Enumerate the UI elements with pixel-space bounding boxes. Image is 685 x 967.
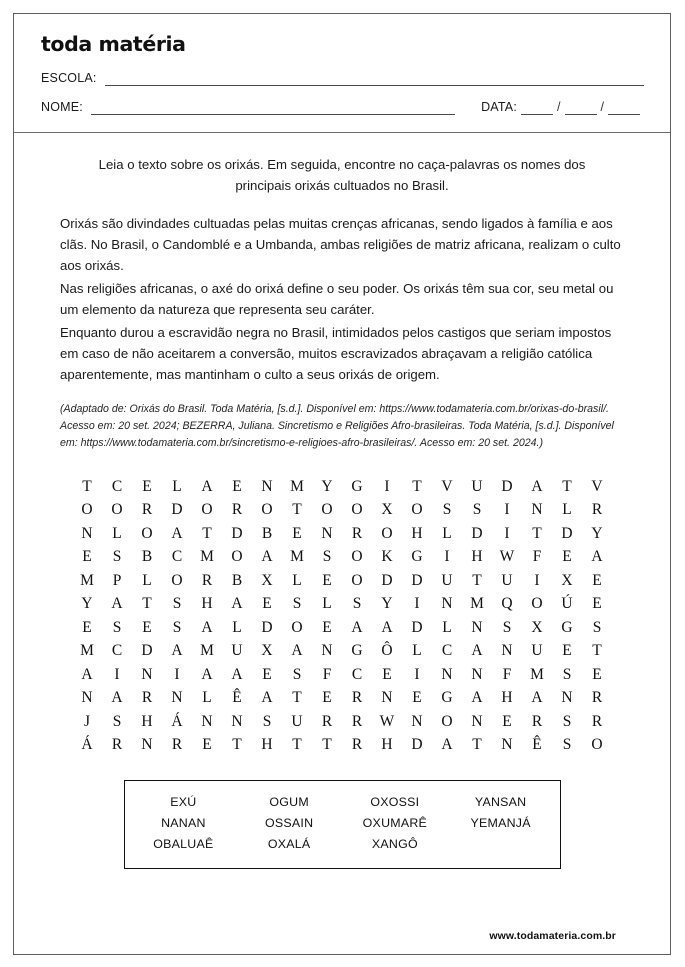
letter-cell[interactable]: G xyxy=(411,548,423,566)
letter-cell[interactable]: O xyxy=(201,501,213,519)
word-list-item[interactable]: OGUM xyxy=(269,794,309,809)
letter-cell[interactable]: A xyxy=(111,689,123,707)
letter-grid-row xyxy=(72,663,612,687)
letter-cell[interactable]: N xyxy=(171,689,183,707)
letter-cell[interactable]: D xyxy=(561,524,573,542)
letter-cell[interactable]: M xyxy=(80,642,94,660)
passage-paragraph: Enquanto durou a escravidão negra no Brasil, intimidados pelos castigos que seriam impostos em caso de não aceitarem a conversão, muitos escravizados abraçavam a religião católica aparentemente, mas mantinham o culto a seus orixás de origem. xyxy=(60,324,612,383)
letter-cell[interactable]: R xyxy=(171,736,183,754)
letter-cell[interactable]: O xyxy=(381,524,393,542)
letter-cell[interactable]: R xyxy=(141,689,153,707)
letter-cell[interactable]: L xyxy=(412,642,422,660)
letter-cell[interactable]: S xyxy=(592,618,602,636)
letter-cell[interactable]: X xyxy=(261,642,273,660)
letter-cell[interactable]: H xyxy=(471,548,483,566)
letter-cell[interactable]: N xyxy=(531,501,543,519)
letter-cell[interactable]: E xyxy=(232,477,242,495)
letter-cell[interactable]: M xyxy=(530,665,544,683)
letter-cell[interactable]: S xyxy=(112,548,122,566)
letter-cell[interactable]: Ô xyxy=(381,642,393,660)
letter-cell[interactable]: R xyxy=(201,571,213,589)
letter-cell[interactable]: C xyxy=(351,665,363,683)
letter-grid-body xyxy=(72,475,612,757)
letter-cell[interactable]: M xyxy=(200,548,214,566)
letter-grid-row xyxy=(72,569,612,593)
letter-cell[interactable]: M xyxy=(290,477,304,495)
letter-cell[interactable]: D xyxy=(171,501,183,519)
letter-cell[interactable]: E xyxy=(412,689,422,707)
letter-cell[interactable]: T xyxy=(472,736,482,754)
letter-cell[interactable]: D xyxy=(411,571,423,589)
escola-label: ESCOLA: xyxy=(41,71,97,85)
letter-cell[interactable]: A xyxy=(171,642,183,660)
letter-cell[interactable]: B xyxy=(141,548,153,566)
letter-cell[interactable]: X xyxy=(381,501,393,519)
letter-cell[interactable]: S xyxy=(262,712,272,730)
letter-cell[interactable]: N xyxy=(81,524,93,542)
letter-cell[interactable]: I xyxy=(114,665,120,683)
letter-cell[interactable]: L xyxy=(232,618,242,636)
word-list-item[interactable]: OXUMARÊ xyxy=(362,815,428,830)
letter-cell[interactable]: J xyxy=(83,712,91,730)
letter-cell[interactable]: Ê xyxy=(532,736,542,754)
letter-cell[interactable]: R xyxy=(591,712,603,730)
letter-cell[interactable]: E xyxy=(142,618,152,636)
worksheet-header xyxy=(14,14,670,133)
letter-cell[interactable]: G xyxy=(441,689,453,707)
letter-grid-row xyxy=(72,545,612,569)
letter-cell[interactable]: L xyxy=(142,571,152,589)
letter-cell[interactable]: U xyxy=(231,642,243,660)
word-list-item[interactable]: EXÚ xyxy=(170,794,197,809)
letter-cell[interactable]: A xyxy=(471,689,483,707)
letter-cell[interactable]: E xyxy=(202,736,212,754)
letter-cell[interactable]: T xyxy=(412,477,422,495)
letter-cell[interactable]: U xyxy=(501,571,513,589)
letter-cell[interactable]: N xyxy=(231,712,243,730)
letter-cell[interactable]: O xyxy=(81,501,93,519)
exercise-instructions: Leia o texto sobre os orixás. Em seguida, encontre no caça-palavras os nomes dos principais orixás cultuados no Brasil. xyxy=(98,157,586,193)
letter-cell[interactable]: I xyxy=(504,524,510,542)
letter-cell[interactable]: N xyxy=(261,477,273,495)
letter-cell[interactable]: R xyxy=(531,712,543,730)
letter-cell[interactable]: S xyxy=(172,618,182,636)
letter-cell[interactable]: U xyxy=(471,477,483,495)
letter-cell[interactable]: G xyxy=(351,642,363,660)
letter-cell[interactable]: O xyxy=(441,712,453,730)
letter-cell[interactable]: X xyxy=(561,571,573,589)
letter-cell[interactable]: A xyxy=(231,665,243,683)
letter-cell[interactable]: U xyxy=(291,712,303,730)
letter-grid-row xyxy=(72,592,612,616)
letter-cell[interactable]: A xyxy=(261,548,273,566)
word-list-item[interactable]: OBALUAÊ xyxy=(153,837,214,852)
letter-cell[interactable]: O xyxy=(351,501,363,519)
letter-cell[interactable]: L xyxy=(292,571,302,589)
word-list-column xyxy=(247,792,331,856)
data-field-group xyxy=(481,100,644,115)
letter-cell[interactable]: E xyxy=(142,477,152,495)
letter-cell[interactable]: S xyxy=(322,548,332,566)
letter-cell[interactable]: O xyxy=(351,571,363,589)
letter-cell[interactable]: D xyxy=(231,524,243,542)
letter-cell[interactable]: E xyxy=(502,712,512,730)
letter-grid-row xyxy=(72,686,612,710)
letter-cell[interactable]: T xyxy=(592,642,602,660)
letter-cell[interactable]: X xyxy=(261,571,273,589)
letter-cell[interactable]: R xyxy=(141,501,153,519)
worksheet-content xyxy=(14,133,670,954)
letter-cell[interactable]: F xyxy=(532,548,542,566)
letter-cell[interactable]: A xyxy=(591,548,603,566)
source-citation: (Adaptado de: Orixás do Brasil. Toda Matéria, [s.d.]. Disponível em: https://www.todamateria.com.br/orixas-do-brasil/. Acesso em: 20 set. 2024; BEZERRA, Juliana. Sincretismo e Religiões Afro-brasileiras. Toda Matéria, [s.d.]. Disponível em: https://www.todamateria.com.br/sincretismo-e-religioes-afro-brasileiras/. Acesso em: 20 set. 2024.) xyxy=(60,402,614,450)
data-year-slot[interactable] xyxy=(608,103,640,115)
letter-cell[interactable]: T xyxy=(472,571,482,589)
letter-cell[interactable]: C xyxy=(111,642,123,660)
letter-cell[interactable]: E xyxy=(592,665,602,683)
letter-cell[interactable]: R xyxy=(231,501,243,519)
letter-cell[interactable]: A xyxy=(111,595,123,613)
letter-cell[interactable]: D xyxy=(141,642,153,660)
word-list-item[interactable]: YEMANJÁ xyxy=(470,815,531,830)
letter-cell[interactable]: N xyxy=(441,595,453,613)
passage-paragraph: Orixás são divindades cultuadas pelas muitas crenças africanas, sendo ligados à família e aos clãs. No Brasil, o Candomblé e a Umbanda, ambas religiões de matriz africana, realizam o culto aos orixás. xyxy=(60,215,621,274)
letter-cell[interactable]: N xyxy=(81,689,93,707)
letter-cell[interactable]: N xyxy=(561,689,573,707)
letter-cell[interactable]: E xyxy=(262,595,272,613)
escola-field-row xyxy=(38,71,646,86)
letter-cell[interactable]: X xyxy=(531,618,543,636)
letter-cell[interactable]: E xyxy=(322,689,332,707)
letter-grid-table xyxy=(72,475,612,757)
letter-cell[interactable]: B xyxy=(231,571,243,589)
letter-cell[interactable]: Ú xyxy=(561,595,573,613)
letter-cell[interactable]: S xyxy=(562,736,572,754)
letter-cell[interactable]: D xyxy=(381,571,393,589)
letter-cell[interactable]: A xyxy=(171,524,183,542)
letter-grid-row xyxy=(72,475,612,499)
letter-cell[interactable]: T xyxy=(292,736,302,754)
letter-cell[interactable]: R xyxy=(111,736,123,754)
letter-cell[interactable]: I xyxy=(414,665,420,683)
letter-cell[interactable]: N xyxy=(141,665,153,683)
letter-cell[interactable]: N xyxy=(501,642,513,660)
letter-cell[interactable]: O xyxy=(141,524,153,542)
letter-cell[interactable]: A xyxy=(201,665,213,683)
word-list-item[interactable]: XANGÔ xyxy=(371,837,418,852)
letter-cell[interactable]: H xyxy=(141,712,153,730)
letter-cell[interactable]: O xyxy=(411,501,423,519)
word-search-grid[interactable] xyxy=(72,475,612,757)
passage-paragraph: Nas religiões africanas, o axé do orixá define o seu poder. Os orixás têm sua cor, seu metal ou um elemento da natureza que representa seu caráter. xyxy=(60,280,614,318)
letter-cell[interactable]: G xyxy=(561,618,573,636)
letter-cell[interactable]: Y xyxy=(381,595,393,613)
data-day-slot[interactable] xyxy=(521,103,553,115)
letter-cell[interactable]: Á xyxy=(171,712,183,730)
letter-cell[interactable]: A xyxy=(531,689,543,707)
letter-cell[interactable]: V xyxy=(441,477,453,495)
letter-cell[interactable]: Ê xyxy=(232,689,242,707)
letter-cell[interactable]: S xyxy=(172,595,182,613)
letter-cell[interactable]: D xyxy=(411,618,423,636)
word-list-column xyxy=(353,792,437,856)
letter-cell[interactable]: L xyxy=(322,595,332,613)
letter-cell[interactable]: S xyxy=(292,595,302,613)
letter-cell[interactable]: R xyxy=(321,712,333,730)
letter-cell[interactable]: L xyxy=(442,524,452,542)
letter-cell[interactable]: S xyxy=(292,665,302,683)
letter-cell[interactable]: I xyxy=(384,477,390,495)
letter-cell[interactable]: O xyxy=(531,595,543,613)
letter-cell[interactable]: L xyxy=(172,477,182,495)
letter-cell[interactable]: N xyxy=(411,712,423,730)
letter-cell[interactable]: R xyxy=(351,736,363,754)
letter-cell[interactable]: O xyxy=(291,618,303,636)
letter-grid-row xyxy=(72,733,612,757)
worksheet-frame xyxy=(13,13,671,955)
letter-cell[interactable]: I xyxy=(174,665,180,683)
letter-cell[interactable]: A xyxy=(291,642,303,660)
letter-cell[interactable]: O xyxy=(591,736,603,754)
letter-cell[interactable]: H xyxy=(261,736,273,754)
word-list-item[interactable]: OXOSSI xyxy=(370,794,420,809)
letter-cell[interactable]: T xyxy=(322,736,332,754)
letter-cell[interactable]: A xyxy=(351,618,363,636)
letter-cell[interactable]: A xyxy=(441,736,453,754)
reading-passage xyxy=(60,213,624,386)
letter-cell[interactable]: T xyxy=(142,595,152,613)
letter-cell[interactable]: H xyxy=(201,595,213,613)
letter-cell[interactable]: E xyxy=(292,524,302,542)
site-url: www.todamateria.com.br xyxy=(489,930,616,942)
letter-cell[interactable]: P xyxy=(112,571,122,589)
letter-cell[interactable]: O xyxy=(351,548,363,566)
letter-cell[interactable]: M xyxy=(290,548,304,566)
letter-cell[interactable]: A xyxy=(201,618,213,636)
letter-cell[interactable]: E xyxy=(322,571,332,589)
letter-cell[interactable]: I xyxy=(444,548,450,566)
letter-cell[interactable]: D xyxy=(411,736,423,754)
letter-cell[interactable]: H xyxy=(381,736,393,754)
letter-cell[interactable]: Y xyxy=(591,524,603,542)
letter-cell[interactable]: A xyxy=(261,689,273,707)
letter-cell[interactable]: I xyxy=(504,501,510,519)
letter-cell[interactable]: M xyxy=(80,571,94,589)
letter-cell[interactable]: H xyxy=(411,524,423,542)
letter-cell[interactable]: A xyxy=(201,477,213,495)
nome-data-field-row xyxy=(38,100,646,115)
letter-cell[interactable]: E xyxy=(592,595,602,613)
brand-logo: toda matéria xyxy=(41,32,186,56)
letter-cell[interactable]: S xyxy=(472,501,482,519)
letter-cell[interactable]: L xyxy=(112,524,122,542)
letter-cell[interactable]: K xyxy=(381,548,393,566)
letter-cell[interactable]: S xyxy=(112,712,122,730)
letter-cell[interactable]: R xyxy=(351,689,363,707)
letter-cell[interactable]: S xyxy=(112,618,122,636)
letter-cell[interactable]: N xyxy=(141,736,153,754)
letter-cell[interactable]: A xyxy=(471,642,483,660)
letter-cell[interactable]: R xyxy=(351,712,363,730)
letter-cell[interactable]: W xyxy=(499,548,515,566)
letter-grid-row xyxy=(72,639,612,663)
letter-cell[interactable]: W xyxy=(379,712,395,730)
letter-cell[interactable]: O xyxy=(171,571,183,589)
letter-cell[interactable]: S xyxy=(502,618,512,636)
escola-write-line[interactable] xyxy=(105,74,644,86)
letter-cell[interactable]: A xyxy=(81,665,93,683)
letter-grid-row xyxy=(72,710,612,734)
letter-cell[interactable]: E xyxy=(82,548,92,566)
letter-cell[interactable]: U xyxy=(441,571,453,589)
letter-cell[interactable]: V xyxy=(591,477,603,495)
data-separator-2: / xyxy=(600,100,604,114)
letter-cell[interactable]: N xyxy=(201,712,213,730)
letter-cell[interactable]: C xyxy=(171,548,183,566)
letter-cell[interactable]: T xyxy=(292,501,302,519)
letter-cell[interactable]: O xyxy=(111,501,123,519)
letter-cell[interactable]: T xyxy=(292,689,302,707)
letter-cell[interactable]: O xyxy=(321,501,333,519)
letter-cell[interactable]: U xyxy=(531,642,543,660)
letter-cell[interactable]: M xyxy=(470,595,484,613)
letter-cell[interactable]: B xyxy=(261,524,273,542)
letter-cell[interactable]: O xyxy=(261,501,273,519)
letter-cell[interactable]: E xyxy=(382,665,392,683)
letter-cell[interactable]: A xyxy=(531,477,543,495)
letter-cell[interactable]: L xyxy=(202,689,212,707)
word-list-column xyxy=(459,792,543,856)
letter-grid-row xyxy=(72,522,612,546)
letter-cell[interactable]: Á xyxy=(81,736,93,754)
word-list-box xyxy=(124,780,561,869)
letter-cell[interactable]: N xyxy=(501,736,513,754)
letter-cell[interactable]: N xyxy=(471,712,483,730)
letter-cell[interactable]: T xyxy=(82,477,92,495)
letter-cell[interactable]: S xyxy=(562,665,572,683)
data-separator-1: / xyxy=(557,100,561,114)
letter-cell[interactable]: T xyxy=(202,524,212,542)
letter-grid-row xyxy=(72,498,612,522)
word-list-item[interactable]: NANAN xyxy=(161,815,206,830)
nome-write-line[interactable] xyxy=(91,103,455,115)
letter-cell[interactable]: L xyxy=(442,618,452,636)
word-list-item[interactable]: YANSAN xyxy=(474,794,527,809)
data-label: DATA: xyxy=(481,100,518,114)
letter-cell[interactable]: E xyxy=(562,548,572,566)
letter-cell[interactable]: H xyxy=(501,689,513,707)
letter-cell[interactable]: G xyxy=(351,477,363,495)
letter-cell[interactable]: Y xyxy=(81,595,93,613)
data-month-slot[interactable] xyxy=(565,103,597,115)
worksheet-footer xyxy=(60,926,624,954)
letter-cell[interactable]: Q xyxy=(501,595,513,613)
letter-cell[interactable]: O xyxy=(231,548,243,566)
letter-cell[interactable]: I xyxy=(534,571,540,589)
letter-cell[interactable]: D xyxy=(261,618,273,636)
letter-cell[interactable]: R xyxy=(351,524,363,542)
letter-cell[interactable]: A xyxy=(381,618,393,636)
letter-cell[interactable]: N xyxy=(381,689,393,707)
word-list-column xyxy=(141,792,225,856)
letter-cell[interactable]: S xyxy=(442,501,452,519)
letter-cell[interactable]: D xyxy=(471,524,483,542)
letter-cell[interactable]: C xyxy=(441,642,453,660)
letter-cell[interactable]: N xyxy=(471,618,483,636)
letter-cell[interactable]: E xyxy=(262,665,272,683)
letter-cell[interactable]: F xyxy=(502,665,512,683)
letter-cell[interactable]: L xyxy=(562,501,572,519)
letter-cell[interactable]: N xyxy=(321,524,333,542)
letter-cell[interactable]: E xyxy=(322,618,332,636)
letter-cell[interactable]: M xyxy=(200,642,214,660)
letter-cell[interactable]: F xyxy=(322,665,332,683)
letter-cell[interactable]: N xyxy=(471,665,483,683)
letter-cell[interactable]: T xyxy=(532,524,542,542)
letter-cell[interactable]: C xyxy=(111,477,123,495)
letter-cell[interactable]: R xyxy=(591,501,603,519)
letter-cell[interactable]: Y xyxy=(321,477,333,495)
letter-cell[interactable]: T xyxy=(562,477,572,495)
letter-cell[interactable]: D xyxy=(501,477,513,495)
letter-cell[interactable]: A xyxy=(231,595,243,613)
word-list-item[interactable]: OXALÁ xyxy=(267,837,311,852)
word-list-item[interactable]: OSSAIN xyxy=(264,815,314,830)
letter-cell[interactable]: S xyxy=(562,712,572,730)
letter-cell[interactable]: S xyxy=(352,595,362,613)
letter-grid-row xyxy=(72,616,612,640)
letter-cell[interactable]: I xyxy=(414,595,420,613)
letter-cell[interactable]: T xyxy=(232,736,242,754)
letter-cell[interactable]: E xyxy=(562,642,572,660)
nome-label: NOME: xyxy=(41,100,83,114)
letter-cell[interactable]: R xyxy=(591,689,603,707)
letter-cell[interactable]: N xyxy=(321,642,333,660)
letter-cell[interactable]: E xyxy=(82,618,92,636)
letter-cell[interactable]: E xyxy=(592,571,602,589)
letter-cell[interactable]: N xyxy=(441,665,453,683)
